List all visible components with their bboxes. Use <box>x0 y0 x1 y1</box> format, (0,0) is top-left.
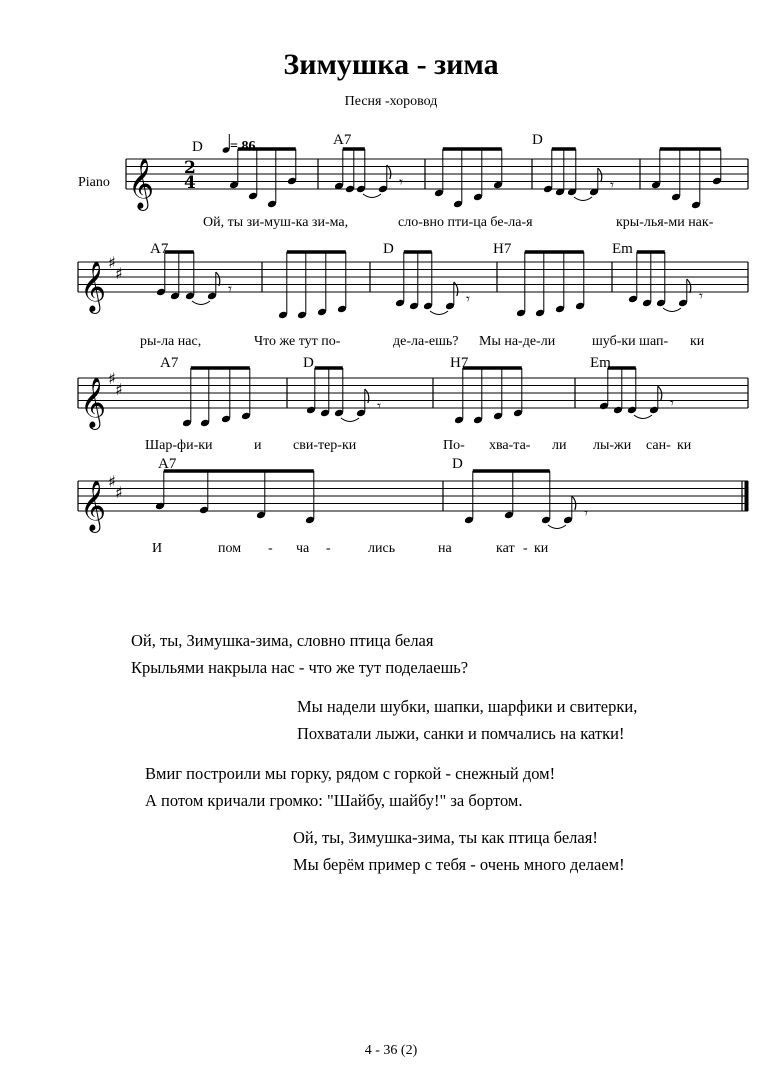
note-flag <box>598 168 602 182</box>
chord: D <box>192 139 203 155</box>
chord: D <box>532 132 543 148</box>
time-signature-bottom: 4 <box>184 173 196 193</box>
verse-3 <box>145 760 555 814</box>
eighth-rest: 𝄾 <box>610 176 614 194</box>
chord: H7 <box>493 241 512 257</box>
lyric: де-ла-ешь? <box>393 334 459 349</box>
lyric: Шар-фи-ки <box>145 438 213 453</box>
verse-2 <box>297 693 637 747</box>
chord: A7 <box>160 355 179 371</box>
key-signature-sharp: ♯ <box>108 253 116 272</box>
chord: A7 <box>158 456 177 472</box>
key-signature-sharp: ♯ <box>115 264 123 283</box>
lyric: ры-ла нас, <box>140 334 202 349</box>
verse-line: Крыльями накрыла нас - что же тут поделаешь? <box>131 658 469 677</box>
verse-line: А потом кричали громко: "Шайбу, шайбу!" за бортом. <box>145 791 523 810</box>
lyric: сви-тер-ки <box>293 438 357 453</box>
chord: D <box>303 355 314 371</box>
chord: A7 <box>333 132 352 148</box>
treble-clef: 𝄞 <box>80 377 107 428</box>
treble-clef: 𝄞 <box>80 261 107 312</box>
eighth-rest: 𝄾 <box>699 287 703 305</box>
verse-line: Похватали лыжи, санки и помчались на катки! <box>297 724 625 743</box>
lyric: ки <box>690 334 705 349</box>
lyric: ча <box>296 541 310 556</box>
verse-line: Мы надели шубки, шапки, шарфики и свитерки, <box>297 697 638 716</box>
chord: D <box>452 456 463 472</box>
chord: A7 <box>150 241 169 257</box>
lyric: лы-жи <box>593 438 632 453</box>
eighth-rest: 𝄾 <box>670 394 674 412</box>
eighth-rest: 𝄾 <box>228 280 232 298</box>
key-signature-sharp: ♯ <box>115 380 123 399</box>
key-signature-sharp: ♯ <box>108 472 116 491</box>
lyric: Мы на-де-ли <box>479 334 556 349</box>
verse-line: Мы берём пример с тебя - очень много делаем! <box>293 855 625 874</box>
note-flag <box>387 165 391 179</box>
verse-1 <box>131 627 468 681</box>
eighth-rest: 𝄾 <box>377 397 381 415</box>
lyric: лись <box>368 541 396 556</box>
time-signature-top: 2 <box>184 158 196 178</box>
treble-clef: 𝄞 <box>128 158 155 209</box>
tie <box>363 194 381 198</box>
tie <box>634 415 652 419</box>
lyric: По- <box>443 438 465 453</box>
lyric: кат <box>496 541 515 556</box>
lyric: на <box>438 541 452 556</box>
tie <box>341 418 359 422</box>
eighth-rest: 𝄾 <box>466 290 470 308</box>
eighth-rest: 𝄾 <box>399 173 403 191</box>
verse-line: Ой, ты, Зимушка-зима, ты как птица белая! <box>293 828 598 847</box>
lyric: шуб-ки шап- <box>592 334 669 349</box>
chord: Em <box>612 241 633 257</box>
lyric: Что же тут по- <box>254 334 341 349</box>
eighth-rest: 𝄾 <box>584 504 588 522</box>
lyric: ли <box>552 438 567 453</box>
lyric: ки <box>534 541 549 556</box>
lyric: - <box>523 541 528 556</box>
notes <box>155 134 722 529</box>
lyric: хва-та- <box>489 438 531 453</box>
lyric: Ой, ты зи-муш-ка зи-ма, <box>203 215 349 230</box>
tie <box>548 525 566 529</box>
key-signature-sharp: ♯ <box>108 369 116 388</box>
page-number: 4 - 36 (2) <box>364 1043 418 1058</box>
verse-4 <box>293 824 625 878</box>
lyric: И <box>152 541 163 556</box>
lyric: кры-лья-ми нак- <box>616 215 714 230</box>
chord: Em <box>590 355 611 371</box>
tie <box>574 197 592 201</box>
verse-line: Вмиг построили мы горку, рядом с горкой - снежный дом! <box>145 764 556 783</box>
staff-system-3 <box>78 369 748 430</box>
song-subtitle: Песня -хоровод <box>344 94 438 109</box>
song-title: Зимушка - зима <box>283 48 499 81</box>
tie <box>663 308 681 312</box>
key-signature-sharp: ♯ <box>115 483 123 502</box>
lyric: - <box>268 541 273 556</box>
staff-system-4 <box>78 472 748 533</box>
tempo-marking: = 86 <box>230 139 256 154</box>
lyric: сан- <box>646 438 671 453</box>
note-flag <box>687 279 691 293</box>
chord: H7 <box>450 355 469 371</box>
lyric: пом <box>218 541 242 556</box>
instrument-label: Piano <box>78 175 110 190</box>
lyric: ки <box>677 438 692 453</box>
lyric: сло-вно пти-ца бе-ла-я <box>398 215 533 230</box>
lyric: - <box>326 541 331 556</box>
verse-line: Ой, ты, Зимушка-зима, словно птица белая <box>131 631 434 650</box>
chord: D <box>383 241 394 257</box>
lyric: и <box>254 438 262 453</box>
note-flag <box>216 272 220 286</box>
treble-clef: 𝄞 <box>80 480 107 531</box>
tie <box>192 301 210 305</box>
tie <box>430 311 448 315</box>
